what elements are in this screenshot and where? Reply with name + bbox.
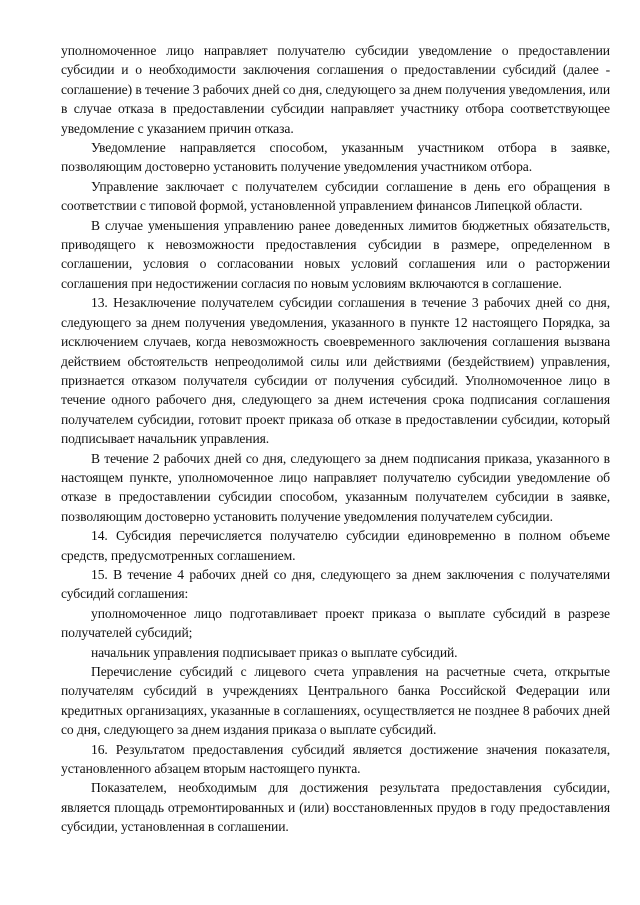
paragraph-clause-13: 13. Незаключение получателем субсидии соглашения в течение 3 рабочих дней со дня, следующего за днем получения уведомления, указанного в пункте 12 настоящего Порядка, за исключением случаев, когда невозможность своевременного заключения соглашения вызвана действием обстоятельств непреодолимой силы или действиями (бездействием) управления, признается отказом получателя субсидии от получения субсидий. Уполномоченное лицо в течение одного рабочего дня, следующего за днем истечения срока подписания соглашения получателем субсидии, готовит проект приказа об отказе в предоставлении субсидии, который подписывает начальник управления.	[61, 295, 610, 447]
paragraph-limits-reduction: В случае уменьшения управлению ранее доведенных лимитов бюджетных обязательств, приводящего к невозможности предоставления субсидии в размере, определенном в соглашении, условия о согласовании новых условий соглашения или о расторжении соглашения при недостижении согласия по новым условиям включаются в соглашение.	[61, 217, 610, 291]
paragraph-order-signing: начальник управления подписывает приказ о выплате субсидий.	[91, 644, 458, 660]
paragraph-indicator: Показателем, необходимым для достижения результата предоставления субсидии, является площадь отремонтированных и (или) восстановленных прудов в году предоставления субсидии, установленная в соглашении.	[61, 780, 610, 835]
paragraph-order-draft: уполномоченное лицо подготавливает проект приказа о выплате субсидий в разрезе получателей субсидий;	[61, 605, 610, 641]
paragraph-agreement-conclusion: Управление заключает с получателем субсидии соглашение в день его обращения в соответствии с типовой формой, установленной управлением финансов Липецкой области.	[61, 178, 610, 214]
paragraph-refusal-notice: В течение 2 рабочих дней со дня, следующего за днем подписания приказа, указанного в настоящем пункте, уполномоченное лицо направляет получателю субсидии уведомление об отказе в предоставлении субсидии способом, указанным получателем субсидии в заявке, позволяющим достоверно установить получение уведомления получателем субсидии.	[61, 450, 610, 524]
paragraph-notification-method: Уведомление направляется способом, указанным участником отбора в заявке, позволяющим достоверно установить получение уведомления участником отбора.	[61, 140, 610, 175]
paragraph-clause-16: 16. Результатом предоставления субсидий является достижение значения показателя, установленного абзацем вторым настоящего пункта.	[61, 741, 610, 777]
paragraph-clause-15: 15. В течение 4 рабочих дней со дня, следующего за днем заключения с получателями субсидий соглашения:	[61, 566, 610, 602]
paragraph-clause-14: 14. Субсидия перечисляется получателю субсидии единовременно в полном объеме средств, предусмотренных соглашением.	[61, 528, 610, 563]
paragraph-transfer: Перечисление субсидий с лицевого счета управления на расчетные счета, открытые получателям субсидий в учреждениях Центрального банка Российской Федерации или кредитных организациях, указанные в соглашениях, осуществляется не позднее 8 рабочих дней со дня, следующего за днем издания приказа о выплате субсидий.	[61, 664, 610, 738]
paragraph-continuation: уполномоченное лицо направляет получателю субсидии уведомление о предоставлении субсидии и о необходимости заключения соглашения о предоставлении субсидий (далее - соглашение) в течение 3 рабочих дней со дня, следующего за днем получения уведомления, или в случае отказа в предоставлении субсидии направляет участнику отбора соответствующее уведомление с указанием причин отказа.	[61, 43, 610, 136]
